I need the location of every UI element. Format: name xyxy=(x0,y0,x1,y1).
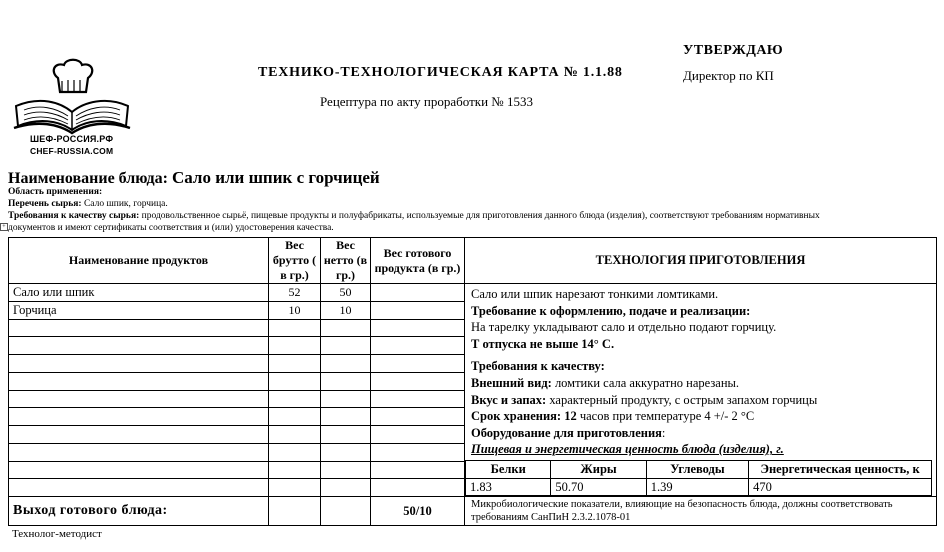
application-area xyxy=(8,187,102,197)
nutrition-header: Углеводы xyxy=(646,460,748,478)
header-net-weight: Вес нетто (в гр.) xyxy=(321,238,371,284)
application-area-label: Область применения: xyxy=(8,187,103,197)
tech-line: Сало или шпик нарезают тонкими ломтиками. xyxy=(471,287,719,301)
nutrition-value-row xyxy=(466,478,932,496)
tech-line: Т отпуска не выше 14° С. xyxy=(471,336,615,351)
header-ready-weight: Вес готового продукта (в гр.) xyxy=(371,238,465,284)
tech-line: Срок хранения: 12 часов при температуре 4 +/- 2 °С xyxy=(471,409,755,424)
nutrition-table xyxy=(465,460,932,496)
logo-text-ru: ШЕФ-РОССИЯ.РФ xyxy=(30,134,114,144)
nutrition-header-row xyxy=(466,460,932,478)
dish-name: Сало или шпик с горчицей xyxy=(171,168,380,187)
raw-quality-text-1: продовольственное сырьё, пищевые продукты и полуфабрикаты, используемые для приготовления данного блюда (изделия), соответствуют требованиям нормативных xyxy=(141,211,820,221)
raw-materials-label: Перечень сырья: xyxy=(8,199,82,209)
header-product-name: Наименование продуктов xyxy=(9,238,269,284)
gross-weight: 52 xyxy=(269,284,321,302)
logo-text-en: CHEF-RUSSIA.COM xyxy=(30,146,114,156)
nutrition-value: 1.83 xyxy=(466,478,551,496)
tech-line: Требования к качеству: xyxy=(471,359,605,374)
output-row xyxy=(9,497,937,526)
tech-line: Вкус и запах: характерный продукту, с острым запахом горчицы xyxy=(471,392,818,407)
nutrition-header: Жиры xyxy=(551,460,646,478)
header-technology: ТЕХНОЛОГИЯ ПРИГОТОВЛЕНИЯ xyxy=(465,238,937,284)
raw-materials-value: Сало шпик, горчица. xyxy=(83,199,168,209)
header-gross-weight: Вес брутто ( в гр.) xyxy=(269,238,321,284)
tech-line: Пищевая и энергетическая ценность блюда (изделия), г. xyxy=(471,442,784,457)
product-name: Сало или шпик xyxy=(9,284,269,302)
table-header-row xyxy=(9,238,937,284)
output-label: Выход готового блюда: xyxy=(9,497,269,526)
tech-line: Внешний вид: ломтики сала аккуратно нарезаны. xyxy=(471,375,740,390)
nutrition-header: Белки xyxy=(466,460,551,478)
net-weight: 50 xyxy=(321,284,371,302)
nutrition-value: 50.70 xyxy=(551,478,646,496)
table-row xyxy=(9,284,937,302)
dish-label: Наименование блюда: xyxy=(8,170,168,187)
microbiological-requirements: Микробиологические показатели, влияющие на безопасность блюда, должны соответствовать требованиям СанПиН 2.3.2.1078-01 xyxy=(465,497,937,526)
recipe-table xyxy=(8,237,937,526)
nutrition-value: 470 xyxy=(749,478,932,496)
raw-materials-list xyxy=(8,199,168,209)
tech-line: Оборудование для приготовления: xyxy=(471,425,666,440)
raw-quality-requirements xyxy=(8,211,820,221)
gross-weight: 10 xyxy=(269,301,321,319)
ready-weight xyxy=(371,301,465,319)
nutrition-value: 1.39 xyxy=(646,478,748,496)
recipe-reference: Рецептура по акту проработки № 1533 xyxy=(320,94,533,109)
output-value: 50/10 xyxy=(371,497,465,526)
document-title: ТЕХНИКО-ТЕХНОЛОГИЧЕСКАЯ КАРТА № 1.1.88 xyxy=(258,65,623,80)
nutrition-header: Энергетическая ценность, к xyxy=(749,460,932,478)
ready-weight xyxy=(371,284,465,302)
raw-quality-requirements-cont: документов и имеют сертификаты соответствия и (или) удостоверения качества. xyxy=(8,223,334,233)
tech-line: Требование к оформлению, подаче и реализации: xyxy=(471,303,751,318)
approve-stamp: УТВЕРЖДАЮ xyxy=(683,43,784,58)
table-move-handle[interactable]: + xyxy=(0,223,8,231)
product-name: Горчица xyxy=(9,301,269,319)
technologist-signature: Технолог-методист xyxy=(12,528,102,540)
raw-quality-label: Требования к качеству сырья: xyxy=(8,211,140,221)
chef-book-logo xyxy=(10,58,134,160)
net-weight: 10 xyxy=(321,301,371,319)
dish-name-line xyxy=(8,168,380,188)
director-title: Директор по КП xyxy=(683,68,774,83)
technology-cell xyxy=(465,284,937,497)
tech-line: На тарелку укладывают сало и отдельно подают горчицу. xyxy=(471,320,777,335)
